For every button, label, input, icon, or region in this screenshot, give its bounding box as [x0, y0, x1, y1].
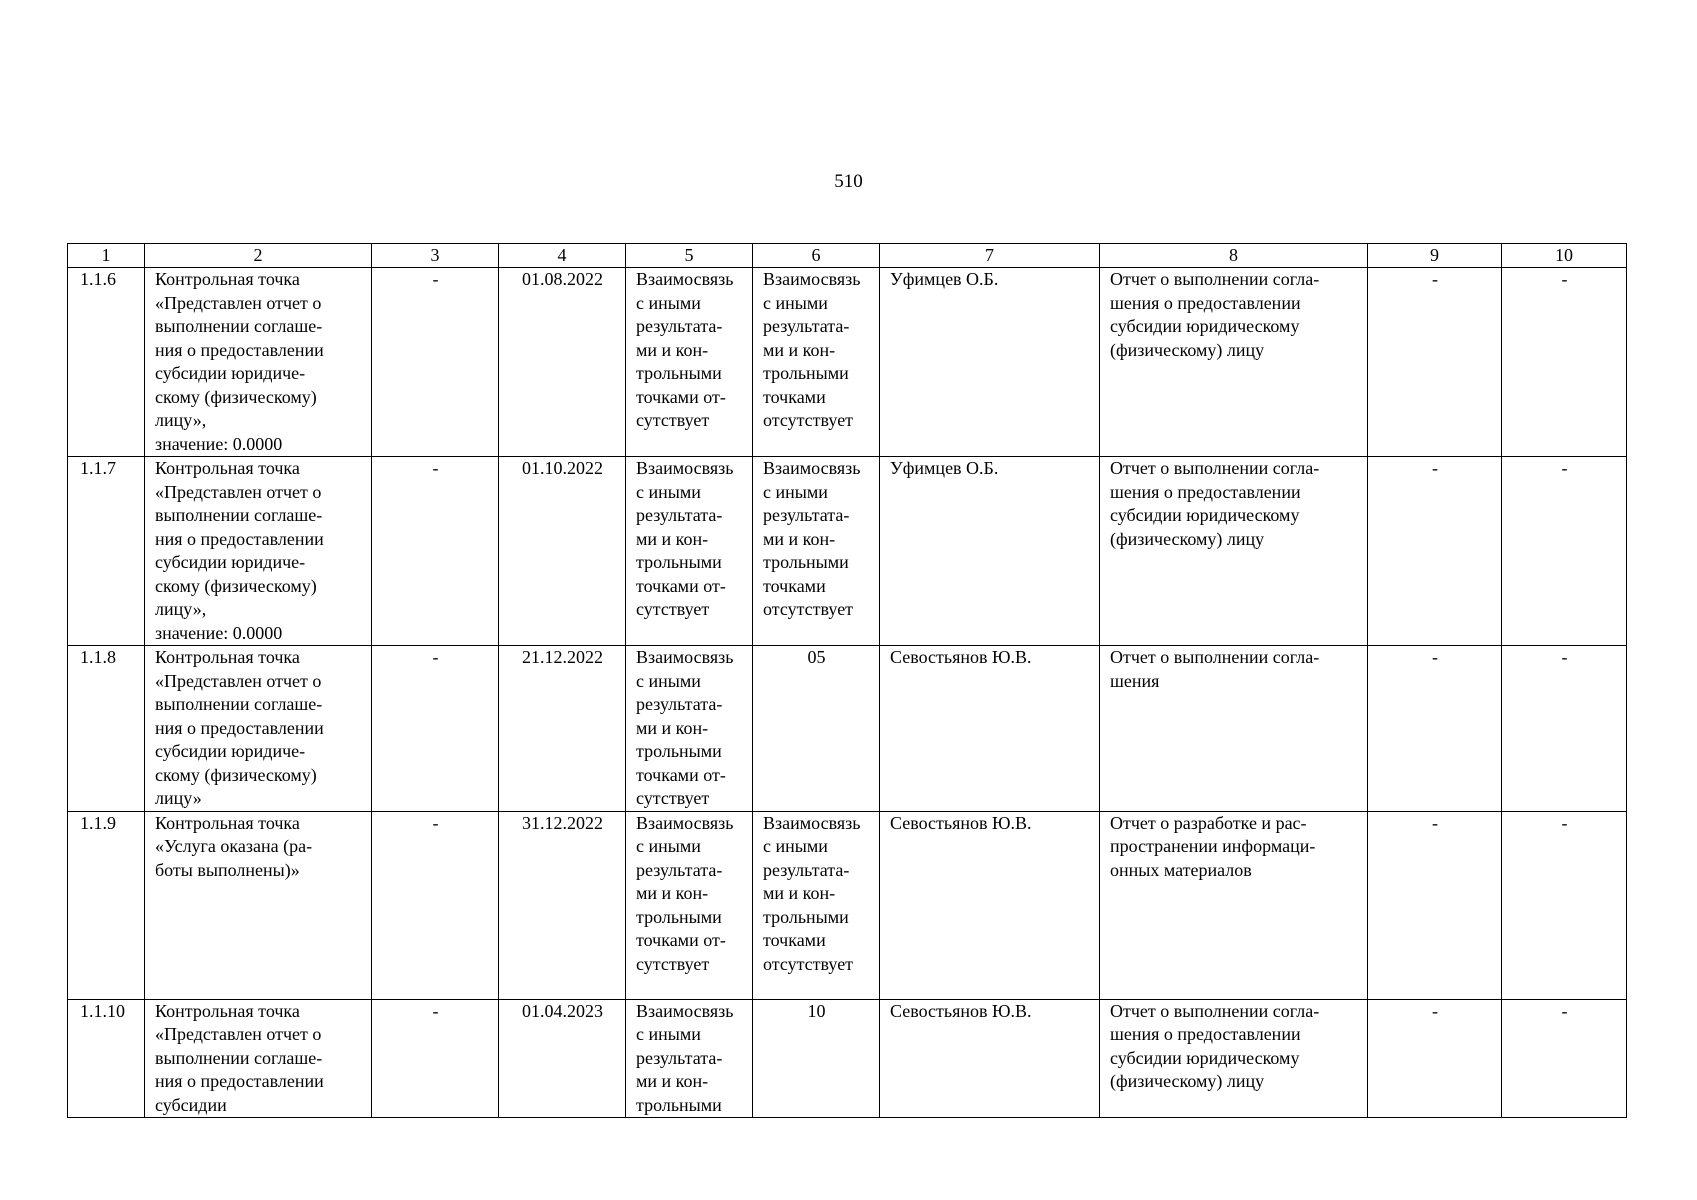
- row-col10: -: [1502, 457, 1627, 646]
- row-date: 21.12.2022: [499, 646, 626, 812]
- column-header: 7: [880, 244, 1100, 268]
- row-col9: -: [1368, 811, 1502, 999]
- row-col5: Взаимосвязь с иными результата- ми и кон- трольными точками от- сутствует: [626, 268, 753, 457]
- row-date: 01.04.2023: [499, 999, 626, 1118]
- table-row: [68, 457, 1627, 646]
- row-col5: Взаимосвязь с иными результата- ми и кон- трольными точками от- сутствует: [626, 811, 753, 999]
- table-header-row: [68, 244, 1627, 268]
- row-col9: -: [1368, 268, 1502, 457]
- row-date: 01.08.2022: [499, 268, 626, 457]
- row-col3: -: [372, 646, 499, 812]
- row-col9: -: [1368, 999, 1502, 1118]
- row-description: Контрольная точка «Услуга оказана (ра- боты выполнены)»: [145, 811, 372, 999]
- page-number: 510: [834, 171, 863, 192]
- row-responsible: Севостьянов Ю.В.: [880, 999, 1100, 1118]
- row-col6: 05: [753, 646, 880, 812]
- row-document: Отчет о разработке и рас- пространении информаци- онных материалов: [1100, 811, 1368, 999]
- row-number: 1.1.9: [68, 811, 145, 999]
- row-col6: Взаимосвязь с иными результата- ми и кон- трольными точками отсутствует: [753, 457, 880, 646]
- row-number: 1.1.7: [68, 457, 145, 646]
- row-number: 1.1.10: [68, 999, 145, 1118]
- row-col3: -: [372, 999, 499, 1118]
- column-header: 4: [499, 244, 626, 268]
- row-col5: Взаимосвязь с иными результата- ми и кон- трольными точками от- сутствует: [626, 646, 753, 812]
- row-col10: -: [1502, 268, 1627, 457]
- row-col6: Взаимосвязь с иными результата- ми и кон- трольными точками отсутствует: [753, 811, 880, 999]
- column-header: 9: [1368, 244, 1502, 268]
- row-col3: -: [372, 268, 499, 457]
- row-document: Отчет о выполнении согла- шения о предоставлении субсидии юридическому (физическому) лицу: [1100, 457, 1368, 646]
- row-responsible: Уфимцев О.Б.: [880, 457, 1100, 646]
- row-document: Отчет о выполнении согла- шения о предоставлении субсидии юридическому (физическому) лицу: [1100, 268, 1368, 457]
- row-date: 31.12.2022: [499, 811, 626, 999]
- column-header: 10: [1502, 244, 1627, 268]
- row-col9: -: [1368, 457, 1502, 646]
- row-number: 1.1.6: [68, 268, 145, 457]
- column-header: 1: [68, 244, 145, 268]
- row-responsible: Уфимцев О.Б.: [880, 268, 1100, 457]
- table-row: [68, 999, 1627, 1118]
- row-col3: -: [372, 457, 499, 646]
- row-col9: -: [1368, 646, 1502, 812]
- column-header: 3: [372, 244, 499, 268]
- row-col6: 10: [753, 999, 880, 1118]
- table-row: [68, 268, 1627, 457]
- row-responsible: Севостьянов Ю.В.: [880, 811, 1100, 999]
- row-document: Отчет о выполнении согла- шения: [1100, 646, 1368, 812]
- row-col6: Взаимосвязь с иными результата- ми и кон- трольными точками отсутствует: [753, 268, 880, 457]
- row-col10: -: [1502, 999, 1627, 1118]
- row-description: Контрольная точка «Представлен отчет о выполнении соглаше- ния о предоставлении субсидии юридиче- скому (физическому) лицу», значение: 0.0000: [145, 268, 372, 457]
- table-row: [68, 811, 1627, 999]
- row-col3: -: [372, 811, 499, 999]
- row-col5: Взаимосвязь с иными результата- ми и кон- трольными точками от- сутствует: [626, 457, 753, 646]
- row-col10: -: [1502, 811, 1627, 999]
- control-points-table: [67, 243, 1627, 1118]
- row-description: Контрольная точка «Представлен отчет о выполнении соглаше- ния о предоставлении субсидии: [145, 999, 372, 1118]
- row-number: 1.1.8: [68, 646, 145, 812]
- column-header: 5: [626, 244, 753, 268]
- row-col5: Взаимосвязь с иными результата- ми и кон- трольными: [626, 999, 753, 1118]
- row-description: Контрольная точка «Представлен отчет о выполнении соглаше- ния о предоставлении субсидии юридиче- скому (физическому) лицу», значение: 0.0000: [145, 457, 372, 646]
- column-header: 8: [1100, 244, 1368, 268]
- column-header: 2: [145, 244, 372, 268]
- row-col10: -: [1502, 646, 1627, 812]
- row-document: Отчет о выполнении согла- шения о предоставлении субсидии юридическому (физическому) лицу: [1100, 999, 1368, 1118]
- column-header: 6: [753, 244, 880, 268]
- row-date: 01.10.2022: [499, 457, 626, 646]
- row-responsible: Севостьянов Ю.В.: [880, 646, 1100, 812]
- row-description: Контрольная точка «Представлен отчет о выполнении соглаше- ния о предоставлении субсидии юридиче- скому (физическому) лицу»: [145, 646, 372, 812]
- table-row: [68, 646, 1627, 812]
